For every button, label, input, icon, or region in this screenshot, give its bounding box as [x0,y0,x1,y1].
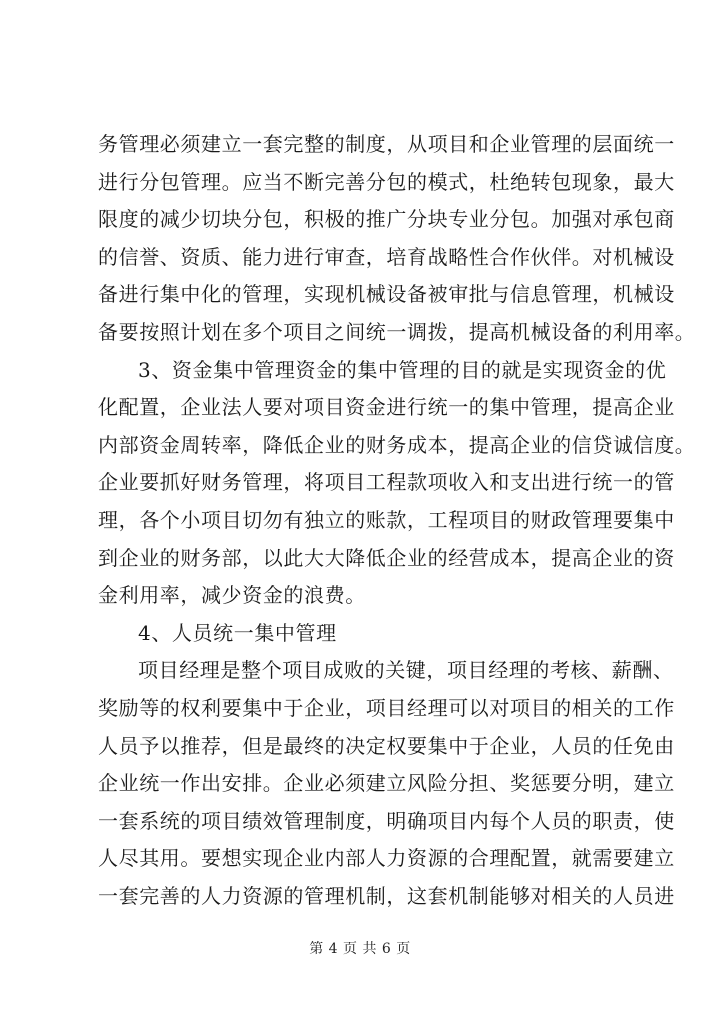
text-line: 进行分包管理。应当不断完善分包的模式，杜绝转包现象，最大 [98,169,675,194]
text-line: 人员予以推荐，但是最终的决定权要集中于企业，人员的任免由 [98,733,675,758]
text-line: 化配置，企业法人要对项目资金进行统一的集中管理，提高企业 [98,395,675,420]
text-line: 理，各个小项目切勿有独立的账款，工程项目的财政管理要集中 [98,507,675,532]
text-line: 人尽其用。要想实现企业内部人力资源的合理配置，就需要建立 [98,846,675,871]
text-line: 内部资金周转率，降低企业的财务成本，提高企业的信贷诚信度。 [98,432,696,457]
text-line: 奖励等的权利要集中于企业，项目经理可以对项目的相关的工作 [98,695,675,720]
text-line: 金利用率，减少资金的浪费。 [98,583,366,608]
section-heading-line: 3、资金集中管理资金的集中管理的目的就是实现资金的优 [138,357,667,382]
section-heading: 4、人员统一集中管理 [138,620,337,645]
text-line: 备要按照计划在多个项目之间统一调拨，提高机械设备的利用率。 [98,319,696,344]
text-line: 备进行集中化的管理，实现机械设备被审批与信息管理，机械设 [98,282,675,307]
paragraph-first-line: 项目经理是整个项目成败的关键，项目经理的考核、薪酬、 [138,658,674,683]
text-line: 务管理必须建立一套完整的制度，从项目和企业管理的层面统一 [98,132,675,156]
text-line: 企业统一作出安排。企业必须建立风险分担、奖惩要分明，建立 [98,771,675,796]
text-line: 企业要抓好财务管理，将项目工程款项收入和支出进行统一的管 [98,470,675,495]
text-line: 到企业的财务部，以此大大降低企业的经营成本，提高企业的资 [98,545,675,570]
text-line: 限度的减少切块分包，积极的推广分块专业分包。加强对承包商 [98,207,675,232]
text-line: 一套系统的项目绩效管理制度，明确项目内每个人员的职责，使 [98,808,675,833]
text-line: 一套完善的人力资源的管理机制，这套机制能够对相关的人员进 [98,883,675,908]
body-text [98,126,696,915]
page-number-footer: 第 4 页 共 6 页 [309,941,411,957]
text-line: 的信誉、资质、能力进行审查，培育战略性合作伙伴。对机械设 [98,244,675,269]
